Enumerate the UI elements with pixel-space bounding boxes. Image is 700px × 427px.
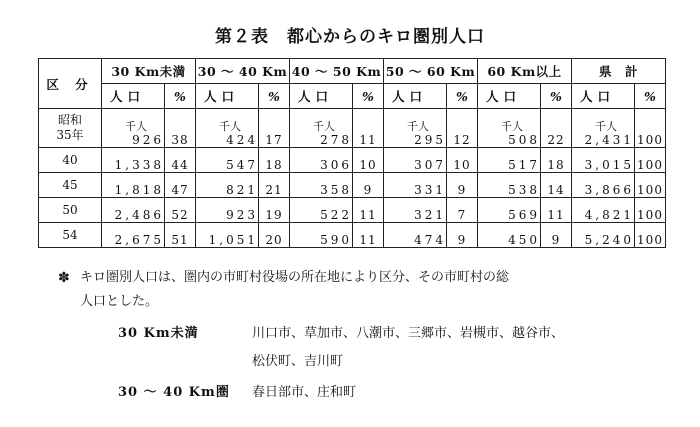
pop-cell: 3,866 [572,173,635,198]
pop-value: 926 [132,133,164,147]
year-label: 35年 [56,128,84,142]
pct-cell: 44 [165,148,196,173]
pct-cell: 12 [447,109,478,148]
group-header: 県 計 [572,59,666,84]
zone-municipalities: 川口市、草加市、八潮市、三郷市、岩槻市、越谷市、 [252,326,565,341]
table-header-row [39,59,666,84]
pct-cell: 18 [259,148,290,173]
asterisk-icon: ✽ [58,270,70,286]
pop-cell: 306 [290,148,353,173]
zone-label: 30 Km未満 [118,326,199,341]
pct-cell: 9 [353,173,384,198]
pop-value: 2,431 [584,133,634,147]
group-header: 50 〜 60 Km [384,59,478,84]
group-header: 40 〜 50 Km [290,59,384,84]
pct-cell: 51 [165,223,196,248]
pop-cell: 569 [478,198,541,223]
unit-label: 千人 [219,120,241,133]
pct-cell: 100 [635,223,666,248]
pct-cell: 19 [259,198,290,223]
pop-subheader: 人口 [572,84,635,109]
pop-cell: 517 [478,148,541,173]
unit-label: 千人 [313,120,335,133]
pop-cell [478,109,541,148]
group-header: 30 〜 40 Km [196,59,290,84]
year-label: 50 [39,198,102,223]
era-label: 昭和 [57,113,82,127]
pop-subheader: 人口 [290,84,353,109]
table-subheader-row [39,84,666,109]
pop-subheader: 人口 [196,84,259,109]
pop-cell: 4,821 [572,198,635,223]
group-header: 60 Km以上 [478,59,572,84]
pct-cell: 38 [165,109,196,148]
table-row [39,173,666,198]
population-table [38,58,666,248]
year-label: 45 [39,173,102,198]
pop-cell: 547 [196,148,259,173]
pop-cell [572,109,635,148]
pop-cell: 3,015 [572,148,635,173]
pct-subheader: % [165,84,196,109]
unit-label: 千人 [501,120,523,133]
pop-value: 295 [414,133,446,147]
pop-cell: 1,051 [196,223,259,248]
pct-cell: 100 [635,198,666,223]
pct-cell: 14 [541,173,572,198]
pop-cell: 2,675 [102,223,165,248]
pct-cell: 22 [541,109,572,148]
pct-cell: 20 [259,223,290,248]
pct-cell: 100 [635,109,666,148]
pct-cell: 11 [541,198,572,223]
page-title: 第２表 都心からのキロ圏別人口 [215,27,485,47]
pct-cell: 17 [259,109,290,148]
pct-cell: 18 [541,148,572,173]
pop-subheader: 人口 [384,84,447,109]
pct-cell: 9 [447,173,478,198]
pct-cell: 52 [165,198,196,223]
pop-cell: 923 [196,198,259,223]
pct-cell: 9 [541,223,572,248]
pop-cell [290,109,353,148]
table-row [39,109,666,148]
pop-value: 278 [320,133,352,147]
table-row [39,148,666,173]
table-row [39,198,666,223]
pop-value: 424 [226,133,258,147]
pct-cell: 9 [447,223,478,248]
pct-cell: 11 [353,109,384,148]
pct-cell: 100 [635,173,666,198]
pct-cell: 21 [259,173,290,198]
pop-cell: 2,486 [102,198,165,223]
pct-subheader: % [541,84,572,109]
pop-cell: 331 [384,173,447,198]
pop-cell: 1,818 [102,173,165,198]
pct-cell: 10 [353,148,384,173]
pop-cell: 1,338 [102,148,165,173]
unit-label: 千人 [125,120,147,133]
pop-cell: 450 [478,223,541,248]
year-label: 54 [39,223,102,248]
pct-cell: 7 [447,198,478,223]
pop-cell: 522 [290,198,353,223]
pct-cell: 11 [353,198,384,223]
footnote-line: 人口とした。 [80,294,159,309]
group-header: 30 Km未満 [102,59,196,84]
table-row [39,223,666,248]
corner-label: 区 分 [39,59,102,109]
pct-subheader: % [635,84,666,109]
year-cell [39,109,102,148]
pop-cell: 474 [384,223,447,248]
pop-cell: 5,240 [572,223,635,248]
pct-cell: 11 [353,223,384,248]
pop-cell [196,109,259,148]
zone-municipalities: 松伏町、吉川町 [252,354,344,369]
zone-label: 30 〜 40 Km圏 [118,385,230,400]
pop-cell: 538 [478,173,541,198]
pct-subheader: % [259,84,290,109]
unit-label: 千人 [407,120,429,133]
pct-subheader: % [353,84,384,109]
pop-cell: 821 [196,173,259,198]
footnote-line: キロ圏別人口は、圏内の市町村役場の所在地により区分、その市町村の総 [80,270,510,285]
pop-cell: 590 [290,223,353,248]
pct-cell: 100 [635,148,666,173]
pop-subheader: 人口 [102,84,165,109]
unit-label: 千人 [595,120,617,133]
pop-cell: 307 [384,148,447,173]
pop-cell [384,109,447,148]
year-label: 40 [39,148,102,173]
pop-cell [102,109,165,148]
pct-cell: 10 [447,148,478,173]
pop-subheader: 人口 [478,84,541,109]
pct-subheader: % [447,84,478,109]
pop-cell: 358 [290,173,353,198]
zone-municipalities: 春日部市、庄和町 [252,385,357,400]
pop-value: 508 [508,133,540,147]
pct-cell: 47 [165,173,196,198]
pop-cell: 321 [384,198,447,223]
